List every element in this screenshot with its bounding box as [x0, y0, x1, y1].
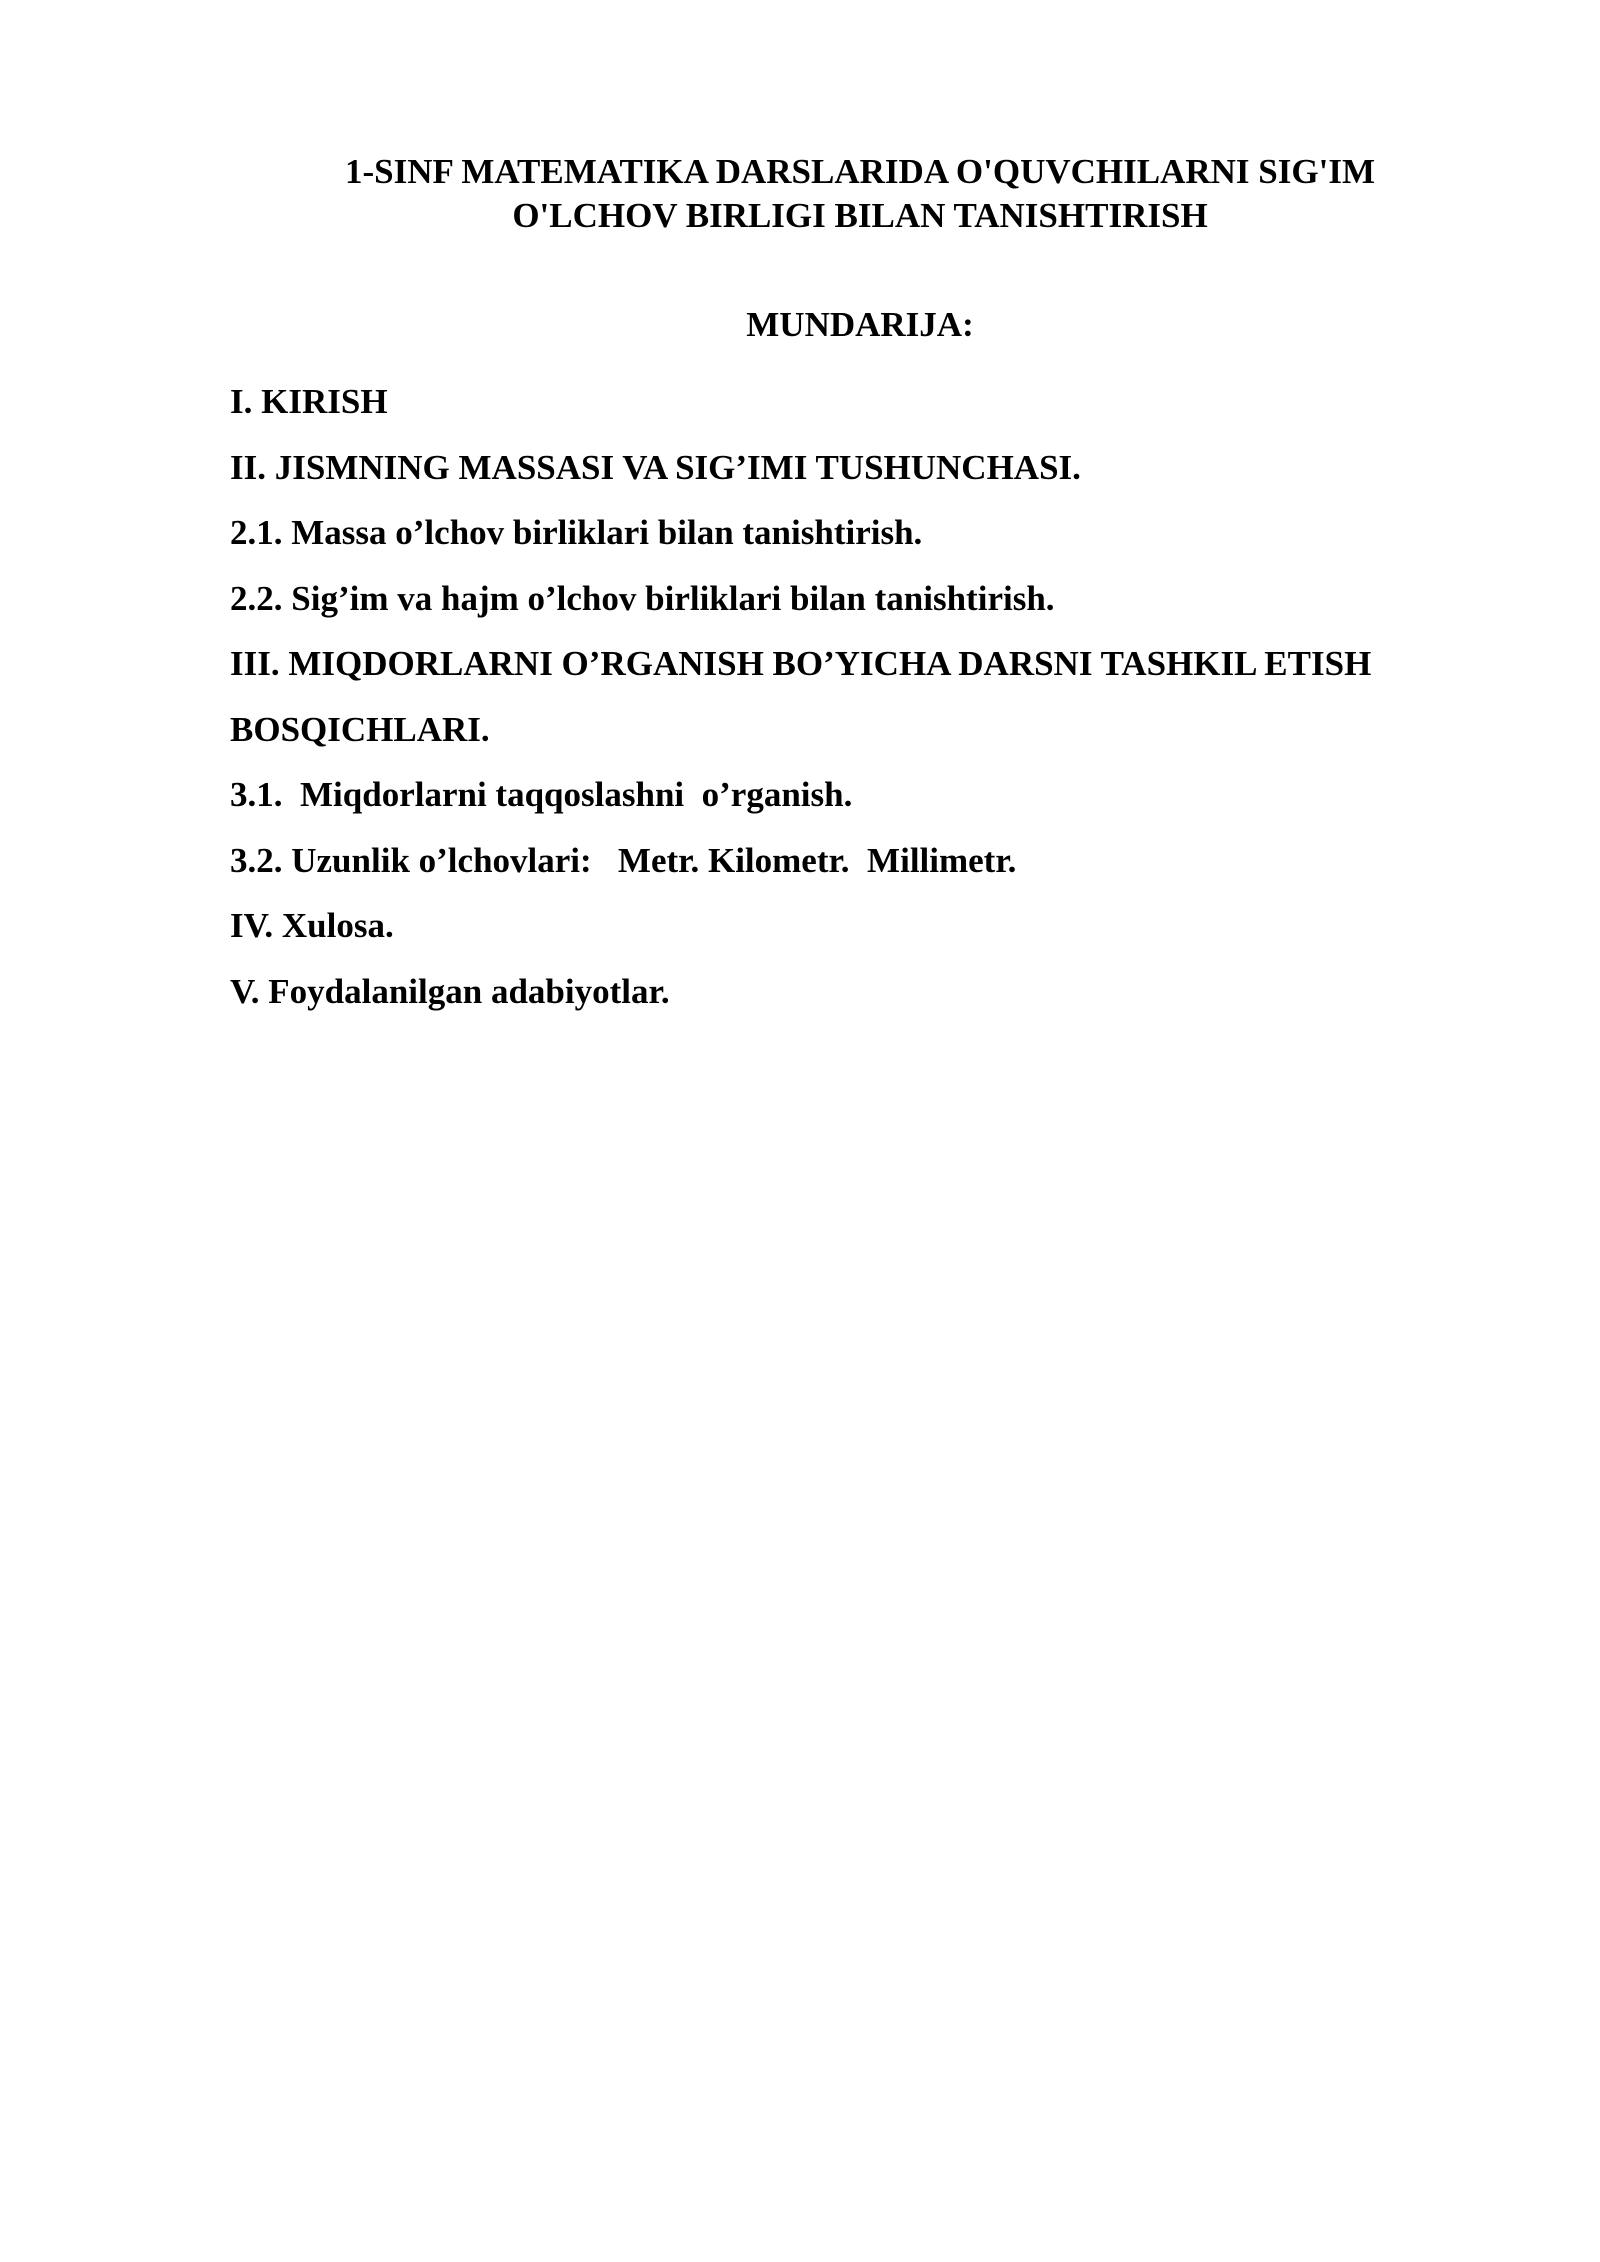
toc-item-2-1: 2.1. Massa o’lchov birliklari bilan tanishtirish. — [230, 513, 923, 552]
toc-item-3-1: 3.1. Miqdorlarni taqqoslashni o’rganish. — [230, 775, 853, 814]
toc-heading: MUNDARIJA: — [746, 305, 974, 344]
document-title — [230, 150, 1490, 238]
toc-item-section-2: II. JISMNING MASSASI VA SIG’IMI TUSHUNCHASI. — [230, 447, 1081, 487]
toc-item-3-2: 3.2. Uzunlik o’lchovlari: Metr. Kilometr. Millimetr. — [230, 840, 1017, 880]
table-of-contents — [230, 369, 1530, 1024]
toc-item-kirish: I. KIRISH — [230, 382, 388, 421]
title-line-2: O'LCHOV BIRLIGI BILAN TANISHTIRISH — [512, 196, 1208, 235]
toc-item-xulosa: IV. Xulosa. — [230, 906, 394, 945]
toc-item-section-3: III. MIQDORLARNI O’RGANISH BO’YICHA DARSNI TASHKIL ETISH — [230, 644, 1372, 683]
title-line-1: 1-SINF MATEMATIKA DARSLARIDA O'QUVCHILARNI SIG'IM — [344, 152, 1375, 191]
toc-item-adabiyotlar: V. Foydalanilgan adabiyotlar. — [230, 971, 670, 1011]
toc-item-section-3-continued: BOSQICHLARI. — [230, 709, 490, 749]
toc-item-2-2: 2.2. Sig’im va hajm o’lchov birliklari bilan tanishtirish. — [230, 578, 1055, 618]
